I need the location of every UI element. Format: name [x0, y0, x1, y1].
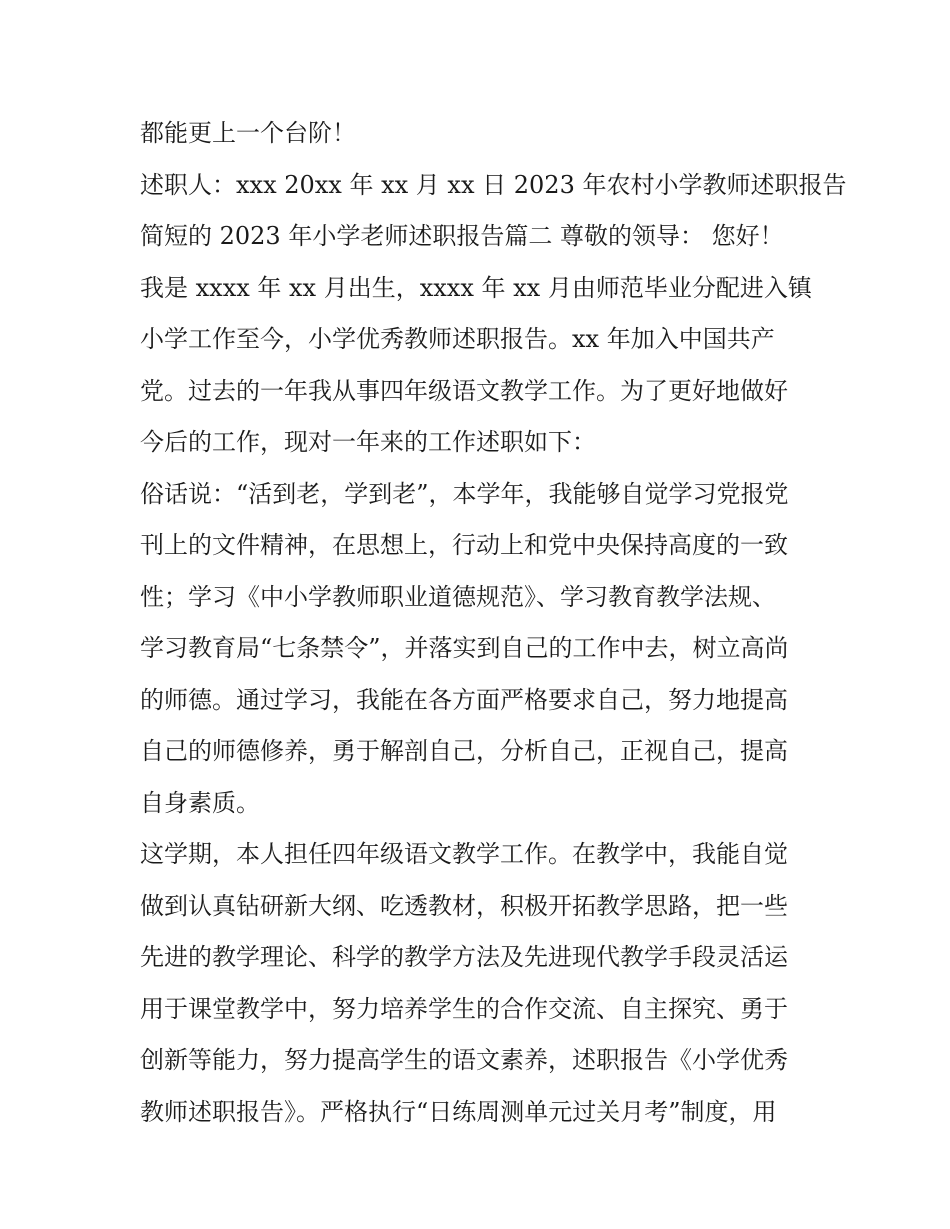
text-line: 这学期，本人担任四年级语文教学工作。在教学中，我能自觉 — [140, 840, 788, 868]
text-line: 用于课堂教学中，努力培养学生的合作交流、自主探究、勇于 — [140, 994, 788, 1023]
text-line: 自身素质。 — [140, 788, 260, 817]
text-line: 学习教育局“七条禁令”，并落实到自己的工作中去，树立高尚 — [140, 634, 789, 662]
text-line: 自己的师德修养，勇于解剖自己，分析自己，正视自己，提高 — [140, 737, 788, 765]
text-line: 俗话说：“活到老，学到老”，本学年，我能够自觉学习党报党 — [140, 479, 789, 508]
text-line: 党。过去的一年我从事四年级语文教学工作。为了更好地做好 — [140, 376, 788, 405]
text-line: 刊上的文件精神，在思想上，行动上和党中央保持高度的一致 — [140, 531, 788, 559]
text-line: 先进的教学理论、科学的教学方法及先进现代教学手段灵活运 — [140, 943, 788, 971]
text-line: 小学工作至今，小学优秀教师述职报告。xx 年加入中国共产 — [140, 325, 775, 353]
text-line: 都能更上一个台阶！ — [140, 119, 356, 147]
text-line: 述职人：xxx 20xx 年 xx 月 xx 日 2023 年农村小学教师述职报告 — [140, 170, 847, 199]
document-body — [140, 108, 847, 1138]
text-line: 的师德。通过学习，我能在各方面严格要求自己，努力地提高 — [140, 685, 788, 714]
text-line: 性；学习《中小学教师职业道德规范》、学习教育教学法规、 — [140, 582, 776, 611]
text-line: 做到认真钻研新大纲、吃透教材，积极开拓教学思路，把一些 — [140, 891, 788, 920]
text-line: 简短的 2023 年小学老师述职报告篇二 尊敬的领导： 您好！ — [140, 222, 784, 250]
text-line: 今后的工作，现对一年来的工作述职如下： — [140, 428, 596, 456]
text-line: 创新等能力，努力提高学生的语文素养，述职报告《小学优秀 — [140, 1046, 788, 1074]
text-line: 教师述职报告》。严格执行“日练周测单元过关月考”制度，用 — [140, 1097, 777, 1126]
text-line: 我是 xxxx 年 xx 月出生，xxxx 年 xx 月由师范毕业分配进入镇 — [140, 273, 812, 302]
